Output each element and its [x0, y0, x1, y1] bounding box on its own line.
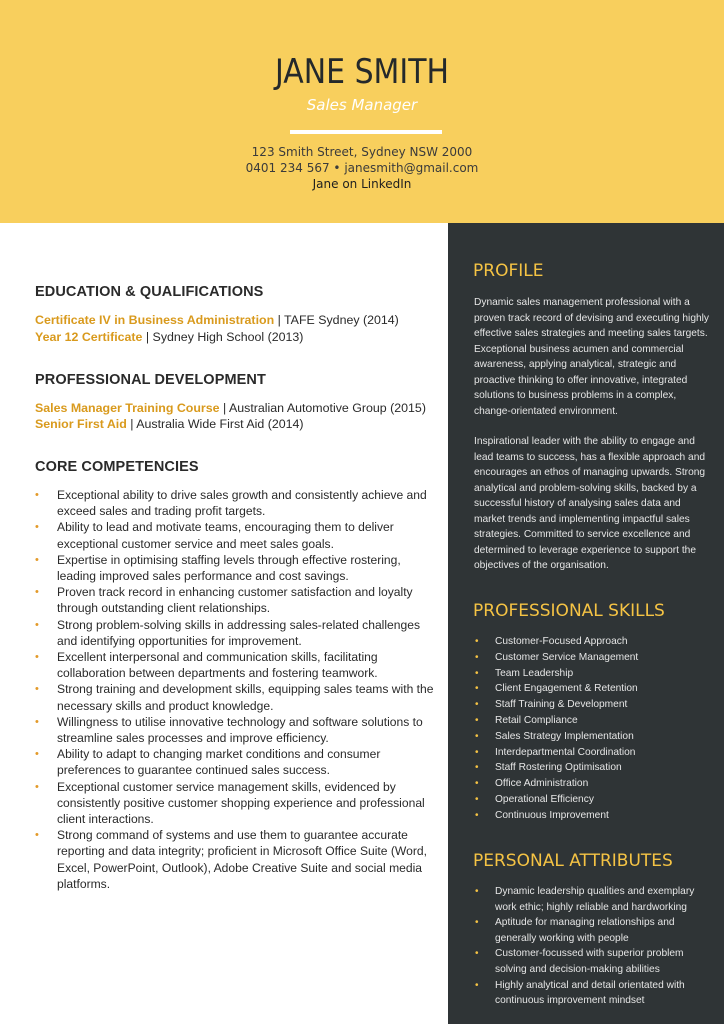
bullet-dot-icon: •	[475, 948, 479, 960]
bullet-dot-icon: •	[475, 917, 479, 929]
list-item: • Ability to lead and motivate teams, encouraging them to deliver exceptional customer service and meet sales goals.	[35, 520, 394, 551]
bullet-dot-icon: •	[475, 762, 479, 774]
competencies-heading: CORE COMPETENCIES	[35, 459, 199, 475]
education-heading: EDUCATION & QUALIFICATIONS	[35, 284, 264, 300]
bullet-dot-icon: •	[475, 809, 479, 821]
qualification-title: Certificate IV in Business Administration	[35, 313, 275, 327]
list-item: • Staff Rostering Optimisation	[474, 760, 638, 776]
list-item: • Staff Training & Development	[474, 697, 638, 713]
bullet-dot-icon: •	[475, 683, 479, 695]
bullet-dot-icon: •	[475, 651, 479, 663]
list-item: • Willingness to utilise innovative technology and software solutions to streamline sales processes and improve efficiency.	[35, 714, 423, 746]
list-item: • Dynamic leadership qualities and exemplary work ethic; highly reliable and hardworking	[475, 886, 695, 913]
job-title: Sales Manager	[306, 96, 418, 114]
bullet-dot-icon: •	[475, 699, 479, 711]
course-title: Sales Manager Training Course	[35, 401, 220, 415]
list-item: • Strong training and development skills, equipping sales teams with the necessary skills and product knowledge.	[35, 682, 434, 713]
list-item: • Continuous Improvement	[474, 808, 638, 824]
skills-heading: PROFESSIONAL SKILLS	[473, 601, 665, 621]
list-item: • Highly analytical and detail orientated with continuous improvement mindset	[475, 979, 685, 1007]
profile-heading: PROFILE	[473, 261, 544, 281]
bullet-dot-icon: •	[35, 521, 39, 534]
list-item: • Sales Strategy Implementation	[474, 729, 638, 745]
bullet-dot-icon: •	[35, 780, 39, 793]
header-divider	[290, 130, 442, 134]
list-item: • Interdepartmental Coordination	[474, 745, 638, 761]
candidate-name: JANE SMITH	[275, 52, 449, 92]
bullet-dot-icon: •	[35, 715, 39, 728]
bullet-dot-icon: •	[35, 683, 39, 696]
course-detail: | Australian Automotive Group (2015)	[219, 401, 426, 415]
profile-paragraph-1: Dynamic sales management professional with a proven track record of devising and executing highly effective sales strategies and meeting sales targets. Exceptional business acumen and commercial awareness, applying analytical, strategic and proactive thinking to offer innovative, integrated solutions to business problems in a complex, change-orientated environment.	[474, 297, 710, 417]
list-item: • Strong command of systems and use them to guarantee accurate reporting and data integrity; proficient in Microsoft Office Suite (Word, Excel, PowerPoint, Outlook), Adobe Creative Suite and social media platforms.	[35, 828, 427, 891]
qualification-detail: | Sydney High School (2013)	[142, 330, 304, 344]
bullet-dot-icon: •	[475, 886, 479, 897]
development-heading: PROFESSIONAL DEVELOPMENT	[35, 372, 266, 388]
attributes-list	[474, 884, 712, 1009]
development-item	[35, 401, 426, 415]
competencies-list	[35, 487, 435, 892]
bullet-dot-icon: •	[35, 618, 39, 631]
list-item: • Operational Efficiency	[474, 792, 638, 808]
skills-list	[474, 634, 638, 824]
qualification-title: Year 12 Certificate	[35, 330, 143, 344]
list-item: • Exceptional ability to drive sales growth and consistently achieve and exceed sales and trading profit targets.	[35, 488, 427, 519]
list-item: • Retail Compliance	[474, 713, 638, 729]
education-item	[35, 330, 303, 344]
list-item: • Customer Service Management	[474, 650, 638, 666]
list-item: • Exceptional customer service management skills, evidenced by consistently positive customer shopping experience and professional client interactions.	[35, 779, 425, 827]
list-item: • Client Engagement & Retention	[474, 681, 638, 697]
list-item: • Team Leadership	[474, 666, 638, 682]
education-item	[35, 313, 399, 327]
bullet-dot-icon: •	[35, 553, 39, 566]
list-item: • Expertise in optimising staffing levels through effective rostering, leading improved sales performance and cost savings.	[35, 552, 401, 584]
bullet-dot-icon: •	[475, 730, 479, 742]
list-item: • Ability to adapt to changing market conditions and consumer preferences to guarantee continued sales success.	[35, 747, 381, 778]
bullet-dot-icon: •	[35, 489, 39, 501]
bullet-dot-icon: •	[35, 651, 39, 664]
bullet-dot-icon: •	[35, 586, 39, 599]
bullet-dot-icon: •	[475, 636, 479, 647]
bullet-dot-icon: •	[475, 714, 479, 726]
address-line: 123 Smith Street, Sydney NSW 2000	[251, 145, 473, 159]
qualification-detail: | TAFE Sydney (2014)	[274, 313, 399, 327]
phone-email-line: 0401 234 567 • janesmith@gmail.com	[245, 161, 479, 175]
attributes-heading: PERSONAL ATTRIBUTES	[473, 851, 673, 871]
bullet-dot-icon: •	[475, 979, 479, 991]
bullet-dot-icon: •	[475, 746, 479, 758]
bullet-dot-icon: •	[475, 667, 479, 679]
list-item: • Proven track record in enhancing customer satisfaction and loyalty through outstanding client relationships.	[35, 585, 413, 616]
bullet-dot-icon: •	[475, 778, 479, 790]
linkedin-link[interactable]: Jane on LinkedIn	[312, 177, 412, 191]
development-item	[35, 417, 304, 431]
bullet-dot-icon: •	[35, 748, 39, 761]
list-item: • Customer-focussed with superior problem solving and decision-making abilities	[475, 948, 684, 975]
list-item: • Strong problem-solving skills in addressing sales-related challenges and identifying opportunities for improvement.	[35, 617, 420, 648]
bullet-dot-icon: •	[475, 793, 479, 805]
course-detail: | Australia Wide First Aid (2014)	[126, 417, 304, 431]
list-item: • Customer-Focused Approach	[474, 634, 638, 650]
list-item: • Aptitude for managing relationships and generally working with people	[475, 917, 675, 944]
profile-paragraph-2: Inspirational leader with the ability to engage and lead teams to success, has a flexible approach and encourages an ethos of managing upwards. Strong analytical and problem-solving skills, backed by a successful history of analysing sales data and market trends and implementing impactful sales strategies. Committed to service excellence and determined to leverage experience to support the objectives of the organisation.	[474, 436, 706, 571]
bullet-dot-icon: •	[35, 829, 39, 842]
list-item: • Office Administration	[474, 776, 638, 792]
list-item: • Excellent interpersonal and communication skills, facilitating collaboration between departments and fostering teamwork.	[35, 650, 378, 681]
course-title: Senior First Aid	[35, 417, 127, 431]
